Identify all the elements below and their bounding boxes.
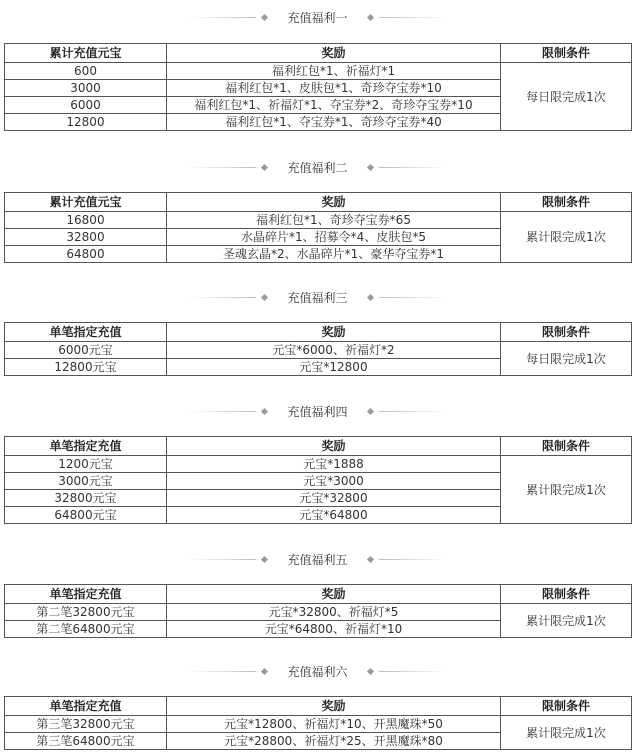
diamond-icon — [366, 667, 373, 674]
benefit-section — [4, 548, 631, 638]
section-title: 充值福利四 — [287, 404, 348, 419]
section-title: 充值福利一 — [287, 10, 348, 25]
diamond-icon — [261, 163, 268, 170]
header-reward: 奖励 — [167, 437, 501, 456]
cell-amount: 32800 — [5, 229, 167, 246]
header-limit: 限制条件 — [501, 585, 632, 604]
cell-reward: 福利红包*1、皮肤包*1、奇珍夺宝券*10 — [167, 80, 501, 97]
table-header-row — [5, 193, 632, 212]
cell-amount: 6000 — [5, 97, 167, 114]
heading-divider-left — [190, 671, 256, 672]
cell-reward: 元宝*32800、祈福灯*5 — [167, 604, 501, 621]
benefit-section — [4, 6, 631, 131]
header-amount: 单笔指定充值 — [5, 697, 167, 716]
header-reward: 奖励 — [167, 323, 501, 342]
diamond-icon — [366, 407, 373, 414]
cell-reward: 福利红包*1、祈福灯*1 — [167, 63, 501, 80]
section-title: 充值福利六 — [287, 664, 348, 679]
diamond-icon — [366, 163, 373, 170]
heading-divider-left — [190, 17, 256, 18]
benefit-section — [4, 400, 631, 524]
table-header-row — [5, 44, 632, 63]
section-heading — [4, 286, 631, 308]
heading-divider-right — [379, 411, 445, 412]
diamond-icon — [366, 555, 373, 562]
section-heading — [4, 548, 631, 570]
table-row — [5, 63, 632, 80]
header-amount: 单笔指定充值 — [5, 323, 167, 342]
diamond-icon — [261, 13, 268, 20]
header-limit: 限制条件 — [501, 44, 632, 63]
heading-divider-right — [379, 559, 445, 560]
cell-reward: 福利红包*1、夺宝券*1、奇珍夺宝券*40 — [167, 114, 501, 131]
table-row — [5, 342, 632, 359]
cell-amount: 1200元宝 — [5, 456, 167, 473]
cell-amount: 12800元宝 — [5, 359, 167, 376]
benefit-section — [4, 156, 631, 263]
reward-table — [4, 436, 632, 524]
header-limit: 限制条件 — [501, 323, 632, 342]
section-title: 充值福利二 — [287, 160, 348, 175]
table-row — [5, 212, 632, 229]
cell-limit: 累计限完成1次 — [501, 604, 632, 638]
heading-divider-right — [379, 167, 445, 168]
header-reward: 奖励 — [167, 193, 501, 212]
cell-amount: 第三笔64800元宝 — [5, 733, 167, 750]
heading-divider-left — [190, 297, 256, 298]
header-amount: 单笔指定充值 — [5, 585, 167, 604]
header-reward: 奖励 — [167, 585, 501, 604]
diamond-icon — [261, 293, 268, 300]
cell-reward: 元宝*64800 — [167, 507, 501, 524]
header-limit: 限制条件 — [501, 437, 632, 456]
section-heading — [4, 6, 631, 28]
cell-limit: 累计限完成1次 — [501, 716, 632, 750]
table-header-row — [5, 323, 632, 342]
cell-amount: 6000元宝 — [5, 342, 167, 359]
heading-divider-left — [190, 411, 256, 412]
table-row — [5, 604, 632, 621]
header-limit: 限制条件 — [501, 697, 632, 716]
cell-reward: 水晶碎片*1、招募令*4、皮肤包*5 — [167, 229, 501, 246]
diamond-icon — [261, 407, 268, 414]
heading-divider-right — [379, 297, 445, 298]
header-limit: 限制条件 — [501, 193, 632, 212]
cell-reward: 元宝*12800 — [167, 359, 501, 376]
cell-limit: 每日限完成1次 — [501, 342, 632, 376]
diamond-icon — [366, 293, 373, 300]
cell-amount: 64800元宝 — [5, 507, 167, 524]
cell-reward: 福利红包*1、祈福灯*1、夺宝券*2、奇珍夺宝券*10 — [167, 97, 501, 114]
cell-amount: 第二笔32800元宝 — [5, 604, 167, 621]
header-amount: 累计充值元宝 — [5, 44, 167, 63]
header-amount: 累计充值元宝 — [5, 193, 167, 212]
table-header-row — [5, 697, 632, 716]
cell-amount: 12800 — [5, 114, 167, 131]
table-header-row — [5, 585, 632, 604]
cell-amount: 600 — [5, 63, 167, 80]
cell-amount: 第二笔64800元宝 — [5, 621, 167, 638]
reward-table — [4, 43, 632, 131]
diamond-icon — [261, 555, 268, 562]
heading-divider-right — [379, 671, 445, 672]
heading-divider-left — [190, 167, 256, 168]
reward-table — [4, 192, 632, 263]
section-title: 充值福利五 — [287, 552, 348, 567]
cell-amount: 16800 — [5, 212, 167, 229]
header-reward: 奖励 — [167, 44, 501, 63]
cell-reward: 元宝*6000、祈福灯*2 — [167, 342, 501, 359]
header-reward: 奖励 — [167, 697, 501, 716]
benefit-section — [4, 660, 631, 750]
cell-limit: 累计限完成1次 — [501, 456, 632, 524]
table-header-row — [5, 437, 632, 456]
cell-reward: 元宝*12800、祈福灯*10、开黑魔珠*50 — [167, 716, 501, 733]
cell-reward: 福利红包*1、奇珍夺宝券*65 — [167, 212, 501, 229]
section-title: 充值福利三 — [287, 290, 348, 305]
benefit-section — [4, 286, 631, 376]
section-heading — [4, 400, 631, 422]
cell-reward: 元宝*1888 — [167, 456, 501, 473]
diamond-icon — [261, 667, 268, 674]
table-row — [5, 456, 632, 473]
cell-amount: 3000 — [5, 80, 167, 97]
cell-reward: 元宝*32800 — [167, 490, 501, 507]
cell-reward: 圣魂玄晶*2、水晶碎片*1、豪华夺宝券*1 — [167, 246, 501, 263]
cell-reward: 元宝*3000 — [167, 473, 501, 490]
cell-amount: 第三笔32800元宝 — [5, 716, 167, 733]
reward-table — [4, 584, 632, 638]
cell-amount: 32800元宝 — [5, 490, 167, 507]
table-row — [5, 716, 632, 733]
cell-amount: 3000元宝 — [5, 473, 167, 490]
header-amount: 单笔指定充值 — [5, 437, 167, 456]
cell-reward: 元宝*64800、祈福灯*10 — [167, 621, 501, 638]
cell-limit: 每日限完成1次 — [501, 63, 632, 131]
section-heading — [4, 660, 631, 682]
cell-reward: 元宝*28800、祈福灯*25、开黑魔珠*80 — [167, 733, 501, 750]
section-heading — [4, 156, 631, 178]
cell-amount: 64800 — [5, 246, 167, 263]
cell-limit: 累计限完成1次 — [501, 212, 632, 263]
reward-table — [4, 322, 632, 376]
heading-divider-left — [190, 559, 256, 560]
heading-divider-right — [379, 17, 445, 18]
reward-table — [4, 696, 632, 750]
diamond-icon — [366, 13, 373, 20]
